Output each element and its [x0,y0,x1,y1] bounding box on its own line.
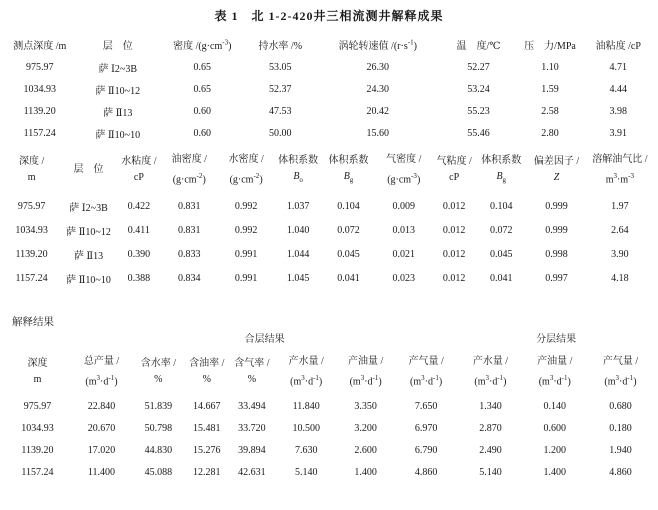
data-cell: 975.97 [17,200,46,212]
data-cell: 1139.20 [23,105,56,117]
header-row [4,146,654,194]
data-row [4,395,654,417]
header-row [4,349,654,395]
data-cell: 1034.93 [21,422,54,434]
data-row [4,417,654,439]
data-cell: 47.53 [269,105,292,117]
data-cell: 萨 Ⅱ13 [73,250,104,262]
data-cell: 0.072 [490,224,513,236]
data-cell: 2.490 [479,444,502,456]
data-cell: 1.10 [541,61,559,73]
data-cell: 0.023 [392,272,415,284]
data-cell: 0.072 [337,224,360,236]
data-cell: 萨 Ⅱ10~10 [66,274,111,286]
data-cell: 0.680 [609,400,632,412]
table-fluid-properties [4,146,654,290]
data-cell: 0.422 [127,200,151,212]
table-interpretation-results [4,331,654,483]
group-header: 分层结果 [536,334,577,345]
data-cell: 1157.24 [21,466,54,478]
data-row [4,100,654,122]
column-header: 深度 m [27,358,48,385]
data-cell: 1.340 [479,400,502,412]
data-cell: 0.831 [178,200,201,212]
column-header: 水密度 / $(g\cdot cm^{-2})$ [228,153,264,186]
column-header: 压 力/MPa [524,40,576,52]
data-cell: 17.020 [87,444,116,456]
data-cell: 4.18 [611,272,629,284]
section-label-interpretation-results: 解释结果 [12,317,54,328]
group-header: 合层结果 [244,334,285,345]
data-cell: 萨 Ⅱ10~12 [95,85,141,97]
data-cell: 4.860 [609,466,632,478]
column-header: 密度 $/(g\cdot cm^{-3})$ [173,38,232,52]
column-header: 产气量 / $(m^3\cdot d^{-1})$ [408,355,444,388]
data-cell: 10.500 [292,422,320,434]
group-header-row [4,331,654,349]
column-header: 温 度/℃ [456,40,501,52]
data-cell: 萨 Ⅰ2~3B [98,63,138,75]
column-header: 气密度 / $(g\cdot cm^{-3})$ [386,153,422,186]
data-cell: 0.104 [337,200,360,212]
data-cell: 1.044 [286,248,310,260]
data-cell: 33.720 [238,422,266,434]
data-cell: 51.839 [144,400,173,412]
data-cell: 0.180 [609,422,632,434]
data-cell: 0.60 [193,105,211,117]
data-cell: 55.46 [467,127,490,139]
data-cell: 1034.93 [23,83,56,95]
data-cell: 50.00 [269,127,292,139]
data-cell: 33.494 [238,400,266,412]
data-cell: 0.140 [543,400,567,412]
data-row [4,218,654,242]
data-cell: 11.400 [87,466,116,478]
column-header: 层 位 [73,164,104,175]
data-cell: 4.71 [609,61,627,73]
data-row [4,242,654,266]
data-cell: 1.040 [286,224,310,236]
data-cell: 萨 Ⅱ10~12 [66,226,111,238]
data-cell: 0.834 [178,272,201,284]
data-cell: 1.200 [543,444,567,456]
data-cell: 0.65 [193,83,211,95]
column-header: 深度 / m [18,156,45,183]
data-cell: 4.860 [414,466,438,478]
data-cell: 0.997 [545,272,568,284]
data-cell: 5.140 [479,466,502,478]
data-cell: 1157.24 [15,272,48,284]
data-row [4,78,654,100]
data-cell: 50.798 [144,422,173,434]
data-cell: 0.833 [178,248,201,260]
data-cell: 24.30 [366,83,389,95]
column-header: 涡轮转速值 $/(r\cdot s^{-1})$ [338,38,417,52]
data-cell: 0.041 [337,272,360,284]
data-row [4,461,654,483]
data-cell: 5.140 [294,466,318,478]
column-header: 含油率 / % [189,358,225,385]
data-cell: 1139.20 [15,248,48,260]
data-cell: 3.350 [354,400,377,412]
column-header: 体积系数 $B_g$ [328,154,369,184]
column-header: 偏差因子 / Z [533,156,580,183]
column-header: 层 位 [102,40,133,52]
data-cell: 1034.93 [15,224,48,236]
data-cell: 0.012 [442,272,466,284]
data-cell: 1.045 [286,272,310,284]
data-cell: 1.59 [541,83,559,95]
column-header: 体积系数 $B_g$ [481,154,522,184]
column-header: 含水率 / % [140,358,176,385]
data-cell: 1.940 [609,444,632,456]
column-header: 产气量 / $(m^3\cdot d^{-1})$ [602,355,639,388]
data-cell: 53.24 [467,83,490,95]
group-header-empty [4,331,71,349]
data-cell: 0.388 [127,272,151,284]
column-header: 产水量 / $(m^3\cdot d^{-1})$ [472,355,509,388]
data-cell: 0.998 [545,248,568,260]
column-header: 气粘度 / cP [436,156,472,183]
data-cell: 1.400 [354,466,377,478]
data-cell: 3.200 [354,422,377,434]
data-cell: 0.991 [234,248,258,260]
column-header: 溶解油气比 / $m^3\cdot m^{-3}$ [592,153,648,186]
column-header: 持水率 /% [258,40,303,52]
data-cell: 53.05 [269,61,292,73]
data-cell: 0.65 [193,61,211,73]
data-cell: 0.012 [442,248,466,260]
data-cell: 0.012 [442,200,466,212]
data-cell: 14.667 [193,400,221,412]
data-cell: 52.27 [467,61,490,73]
data-cell: 0.390 [127,248,151,260]
data-cell: 0.021 [392,248,415,260]
data-cell: 6.790 [414,444,438,456]
data-cell: 55.23 [467,105,490,117]
table-measured-parameters [4,32,654,144]
data-cell: 0.991 [234,272,258,284]
column-header: 测点深度 /m [13,40,67,52]
data-row [4,56,654,78]
data-cell: 12.281 [193,466,221,478]
column-header: 水粘度 / cP [121,156,157,183]
data-cell: 975.97 [26,61,54,73]
data-cell: 0.992 [234,224,258,236]
data-cell: 45.088 [144,466,173,478]
column-header: 含气率 / % [234,358,270,385]
data-cell: 3.98 [609,105,627,117]
data-cell: 萨 Ⅰ2~3B [69,202,108,214]
data-cell: 0.041 [490,272,513,284]
data-cell: 1.97 [611,200,629,212]
data-cell: 3.91 [609,127,627,139]
column-header: 产水量 / $(m^3\cdot d^{-1})$ [288,355,324,388]
data-cell: 0.60 [193,127,211,139]
data-cell: 42.631 [238,466,266,478]
data-cell: 0.600 [543,422,567,434]
data-cell: 11.840 [292,400,320,412]
data-row [4,122,654,144]
data-cell: 0.045 [490,248,513,260]
data-cell: 0.013 [392,224,415,236]
data-cell: 2.64 [611,224,629,236]
data-cell: 975.97 [23,400,52,412]
data-cell: 52.37 [269,83,292,95]
column-header: 油粘度 /cP [595,40,641,52]
column-header: 油密度 / $(g\cdot cm^{-2})$ [171,153,207,186]
data-cell: 0.831 [178,224,201,236]
data-cell: 15.276 [193,444,221,456]
data-cell: 2.600 [354,444,377,456]
data-row [4,194,654,218]
data-cell: 15.60 [366,127,389,139]
data-cell: 20.670 [87,422,116,434]
data-cell: 26.30 [366,61,389,73]
data-cell: 0.012 [442,224,466,236]
data-cell: 7.650 [414,400,438,412]
data-cell: 20.42 [366,105,389,117]
data-cell: 0.045 [337,248,360,260]
data-cell: 1139.20 [21,444,54,456]
data-cell: 22.840 [87,400,116,412]
data-cell: 2.80 [541,127,559,139]
data-cell: 1.400 [543,466,567,478]
data-cell: 萨 Ⅱ10~10 [95,129,141,141]
data-cell: 6.970 [414,422,438,434]
data-cell: 萨 Ⅱ13 [103,107,133,119]
data-cell: 3.90 [611,248,629,260]
data-cell: 0.411 [127,224,150,236]
data-cell: 44.830 [144,444,173,456]
data-cell: 4.44 [609,83,627,95]
data-cell: 39.894 [238,444,266,456]
data-cell: 2.58 [541,105,559,117]
column-header: 产油量 / $(m^3\cdot d^{-1})$ [537,355,573,388]
column-header: 体积系数 $B_o$ [278,154,319,184]
data-cell: 0.009 [392,200,415,212]
column-header: 总产量 / $(m^3\cdot d^{-1})$ [83,355,120,388]
header-row [4,32,654,56]
data-cell: 15.481 [193,422,221,434]
data-cell: 0.104 [490,200,513,212]
data-cell: 1157.24 [23,127,56,139]
data-cell: 7.630 [294,444,318,456]
data-cell: 0.999 [545,224,568,236]
data-row [4,439,654,461]
column-header: 产油量 / $(m^3\cdot d^{-1})$ [348,355,384,388]
data-cell: 2.870 [479,422,502,434]
data-cell: 1.037 [286,200,310,212]
data-cell: 0.992 [234,200,258,212]
table-title: 表 1 北 1-2-420井三相流测井解释成果 [214,9,444,23]
data-cell: 0.999 [545,200,568,212]
data-row [4,266,654,290]
